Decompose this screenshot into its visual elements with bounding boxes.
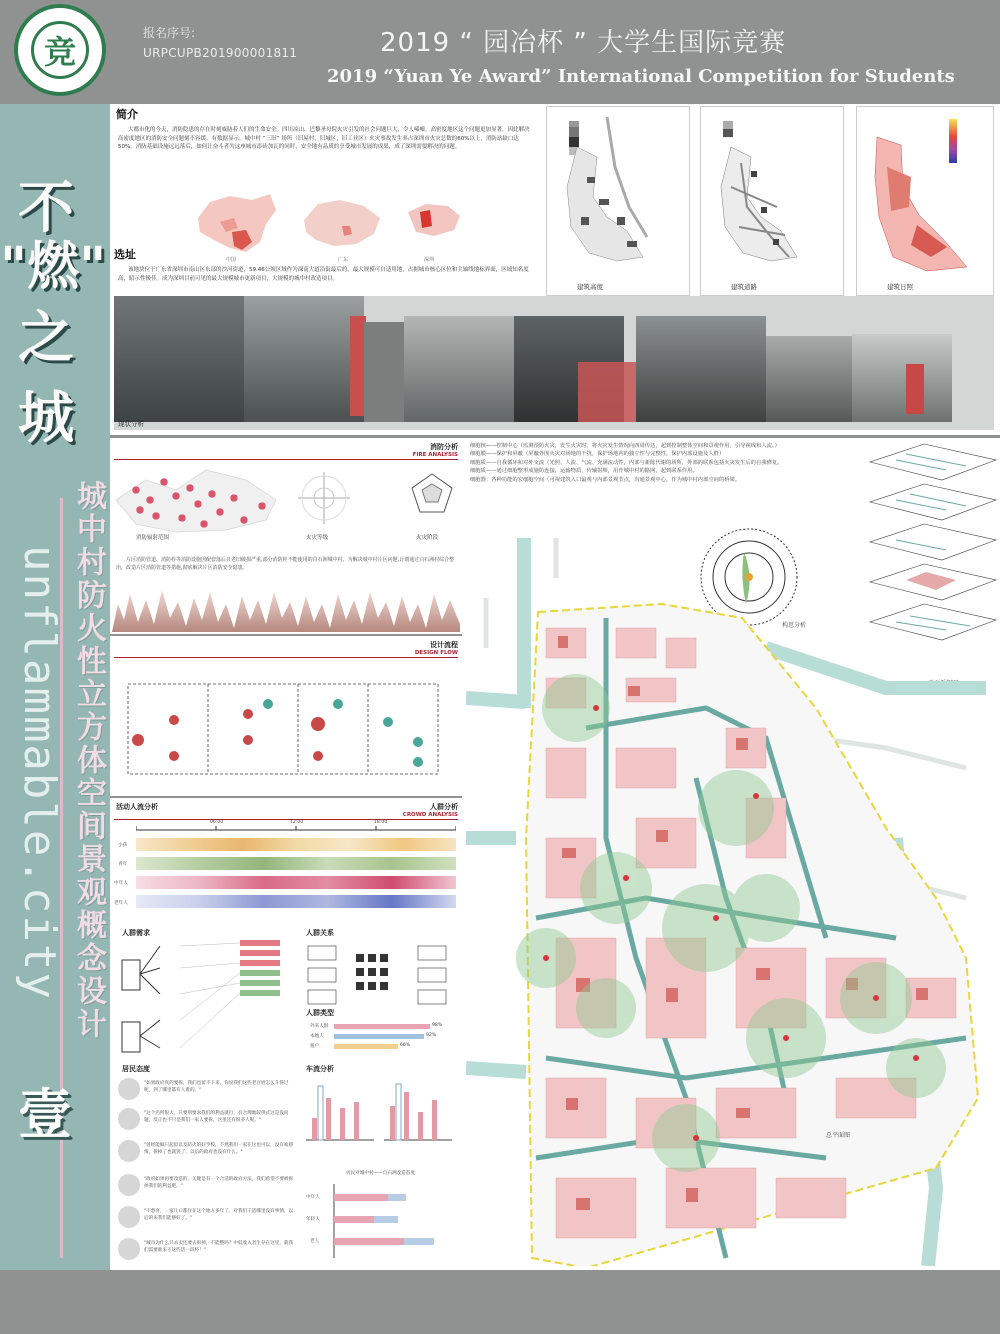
- site-heading: 选址: [114, 248, 136, 261]
- plan-caption: 总平面图: [826, 1132, 851, 1139]
- heat-row-youth: [136, 857, 456, 870]
- hour-label-3: 18:00: [374, 820, 388, 825]
- hour-label-2: 12:00: [290, 820, 304, 825]
- caption-building-sunlight: 建筑日照: [887, 283, 913, 291]
- building-height-thumbnail: [546, 106, 690, 296]
- heat-row-middle: [136, 876, 456, 889]
- building-road-diagram: [701, 107, 843, 275]
- cell-note-2: 细胞膜——保护和屏蔽（屏蔽外围火灾对场地的干扰，保护场地内的独立性与完整性，保护内部设施及人群）: [470, 451, 725, 458]
- intro-paragraph: 大都市化的今天，消防隐患的存在时刻威胁着人们的生命安全。四川凉山、巴黎圣母院火灾引发的社会问题巨大，令人唏嘘。高密度地区这个问题更加显著，因此解决高密度地区的消防安全问题刻不容缓。有数据显示，城中村 “三旧” 场所（旧屋村，旧城区，旧工业区）火灾事故发生率占深圳市火灾总数的60%以上，消防站缺口达50%。消防基础设施远远落后，如何让奋斗者为这座城市添砖加瓦的同时，安全地有品质的享受城市发展的成果，成了深圳需要解决的问题。: [118, 127, 530, 151]
- flow-title: 设计流程: [430, 641, 458, 649]
- avatar: [118, 1108, 140, 1130]
- avatar: [118, 1206, 140, 1228]
- flow-title-en: DESIGN FLOW: [414, 650, 458, 656]
- quote-5: "不愁喜，一家几口都住在这个地方多年了，对我们干活哪里没有事情，以后的来我们能够好了。": [144, 1209, 294, 1221]
- cell-note-5: 细胞器：各种功能的宏细胞空间（可视建筑入口最观与内部景观节点，沟通景观中心，作为城中村内部空间的桥梁。: [470, 476, 741, 483]
- fire-paragraph: 片区消防管道、消防栓等消防设施因配套落后且老旧破损严重,部分消防栓不能使用的白石洲城中村，为解决城中村片区问题,计划通过白石洲村综合整治，改造片区消防管道等措施,彻底解决片区消防安全隐患。: [116, 557, 455, 571]
- poll-chart: [328, 1184, 458, 1264]
- fire-stage-diagram: [410, 472, 454, 516]
- heat-row-elder: [136, 895, 456, 908]
- avatar: [118, 1174, 140, 1196]
- building-sunlight-thumbnail: [856, 106, 994, 296]
- master-plan: [466, 538, 996, 1266]
- crowd-title-rule: [114, 819, 458, 820]
- fire-radius-map: [116, 460, 286, 540]
- needs-title: 人群需求: [122, 929, 150, 937]
- avatar: [118, 1140, 140, 1162]
- status-caption: 现状分析: [118, 420, 144, 428]
- concept-caption: 构思分析: [782, 622, 807, 629]
- building-height-diagram: [547, 107, 689, 275]
- status-photo-3: [364, 322, 404, 422]
- type-value-1: 98%: [432, 1023, 443, 1028]
- hour-label-1: 06:00: [210, 820, 224, 825]
- poll-title: 居民对城中村——自石洲改造态度: [346, 1171, 415, 1176]
- quote-4: "政府如果再要改造的，关键是有一个合适的政府方法，我们希望不要被拆掉我们的利益吧。": [144, 1177, 294, 1189]
- intro-heading: 简介: [116, 108, 138, 121]
- header: [0, 0, 1000, 104]
- map-caption-china: 中国: [226, 257, 237, 263]
- status-photo-4: [404, 316, 514, 422]
- poll-row-3: 老人: [310, 1239, 320, 1244]
- row-label-elder: 老年人: [114, 901, 128, 906]
- crowd-title-en: CROWD ANALYSIS: [402, 812, 458, 818]
- type-label-1: 外来人群: [310, 1024, 329, 1029]
- status-photo-7: [766, 336, 862, 422]
- logo-mark: 竞: [31, 21, 89, 79]
- cell-note-4: 细胞质——通过细胞整形成施防连接，运输物质，传输射频，用作城中村的路网，起到联系作用。: [470, 468, 698, 475]
- status-photo-red-figure-2: [906, 364, 924, 414]
- traffic-chart: [300, 1078, 458, 1150]
- status-photo-2: [244, 296, 364, 422]
- title-char-3: 之: [18, 305, 74, 371]
- types-title: 人群类型: [306, 1009, 334, 1017]
- right-plan-panel: [462, 438, 1000, 1270]
- poll-row-1: 中年人: [306, 1195, 320, 1200]
- status-photo-8: [852, 334, 952, 422]
- type-value-2: 92%: [426, 1033, 437, 1038]
- avatar: [118, 1078, 140, 1100]
- title-char-2: "燃": [0, 236, 107, 297]
- relation-diagram: [306, 938, 456, 1018]
- fire-analysis-panel: [110, 438, 462, 634]
- type-label-2: 本地人: [310, 1034, 324, 1039]
- site-paragraph: 该地块位于广东省深圳市南山区东部的沙河街道，59.46公顷区域作为深南大道沿街最后的，最大规模可自适用地，占据城市核心区位和主轴线地标界面，区域知名度高，昭示性极佳。成为深圳目前可见的最大规模城市更新项目，大规模的城中村改造项目。: [118, 267, 529, 282]
- needs-diagram: [120, 938, 310, 1058]
- type-value-3: 66%: [400, 1043, 411, 1048]
- fire-flames-illustration: [112, 584, 460, 632]
- bottom-band: [0, 1270, 1000, 1334]
- row-label-middle: 中年人: [114, 881, 128, 886]
- traffic-title: 车流分析: [306, 1065, 334, 1073]
- title-char-1: 不: [18, 175, 74, 241]
- vertical-subtitle: 城中村防火性立方体空间景观概念设计: [71, 480, 106, 1041]
- title-char-4: 城: [18, 385, 74, 451]
- sheet-number: 壹: [18, 1082, 72, 1146]
- quote-1: "如果政府真的要拆，我们也留不下来，你说我们这些老百姓怎么斗得过呢，到了哪里都有人难的。": [144, 1081, 289, 1093]
- guangdong-map: [298, 196, 384, 252]
- avatar: [118, 1238, 140, 1260]
- building-sunlight-diagram: [857, 107, 993, 277]
- flow-title-rule: [114, 657, 458, 658]
- crowd-title: 人群分析: [430, 803, 458, 811]
- status-photo-strip: [114, 296, 994, 430]
- type-label-3: 租户: [310, 1044, 320, 1049]
- quote-6: "城市为什么只杀卖还要去拆掉，不能整吗？中低收入者生存在这里，就我们需要谁来干这些活一段杯！": [144, 1241, 294, 1253]
- exploded-caption: 平面拆解图: [928, 680, 959, 687]
- cell-notes: [470, 442, 880, 484]
- status-photo-6: [636, 316, 766, 422]
- poll-row-2: 年轻人: [306, 1217, 320, 1222]
- fire-caption-level: 火灾等级: [306, 535, 329, 541]
- cell-note-1: 细胞核——控制中心（监测预防火灾，发生火灾时，将火灾发生情况向四周传达，起到控制整体空间和景观作用，引导视线和人流。）: [470, 443, 780, 449]
- quote-3: "曾经能做只起似以及防火的好学校，不然我们一家在这也可以，没有啥感情，拆掉了也就罢了，以后的政府也没有什么。": [144, 1143, 294, 1155]
- fire-title-en: FIRE ANALYSIS: [412, 452, 458, 458]
- competition-logo: [14, 4, 106, 96]
- competition-title-en: 2019 “Yuan Ye Award” International Competition for Students: [327, 66, 955, 87]
- relation-title: 人群关系: [306, 929, 334, 937]
- heat-row-child: [136, 838, 456, 851]
- china-map: [190, 188, 280, 258]
- fire-title: 消防分析: [430, 443, 458, 451]
- status-photo-1: [114, 296, 244, 422]
- quote-2: "这个名所很大，只要别要求我们的利益就行，有合理地较供式这是没问题，反正也不只是我们一家人要拆，这里还有很多人呢。": [144, 1111, 289, 1123]
- type-bar-3: [334, 1044, 398, 1049]
- type-bar-1: [334, 1024, 430, 1029]
- map-caption-shenzhen: 深圳: [424, 257, 435, 263]
- status-photo-red-path: [578, 362, 636, 422]
- design-flow-panel: [110, 636, 462, 796]
- crowd-analysis-panel: [110, 798, 462, 1270]
- caption-building-height: 建筑高度: [577, 283, 603, 291]
- competition-title-cn: 2019 “ 园冶杯 ” 大学生国际竞赛: [380, 28, 787, 58]
- type-bar-2: [334, 1034, 424, 1039]
- row-label-child: 小孩: [118, 843, 128, 848]
- building-road-thumbnail: [700, 106, 844, 296]
- fire-caption-stage: 火灾阶段: [416, 535, 439, 541]
- registration-label: 报名序号:: [143, 26, 196, 40]
- design-flow-diagram: [118, 664, 454, 790]
- fire-caption-radius: 消防辐射范围: [136, 535, 170, 541]
- row-label-youth: 青年: [118, 862, 128, 867]
- shenzhen-map: [404, 198, 464, 242]
- cell-note-3: 细胞质——自我循环和对外交流（光照、人流、气流、充满流动性，内部与新陈代谢的场所，外部的联系包括火灾发生后的自我修复。: [470, 459, 783, 466]
- map-caption-guangdong: 广东: [338, 257, 349, 263]
- crowd-flow-title: 活动人流分析: [116, 803, 158, 811]
- fire-level-diagram: [294, 468, 354, 528]
- attitude-title: 居民态度: [122, 1065, 150, 1073]
- english-vertical-title: unflammable.city: [14, 545, 65, 1001]
- registration-number: URPCUPB201900001811: [143, 46, 298, 60]
- caption-building-road: 建筑道路: [731, 283, 757, 291]
